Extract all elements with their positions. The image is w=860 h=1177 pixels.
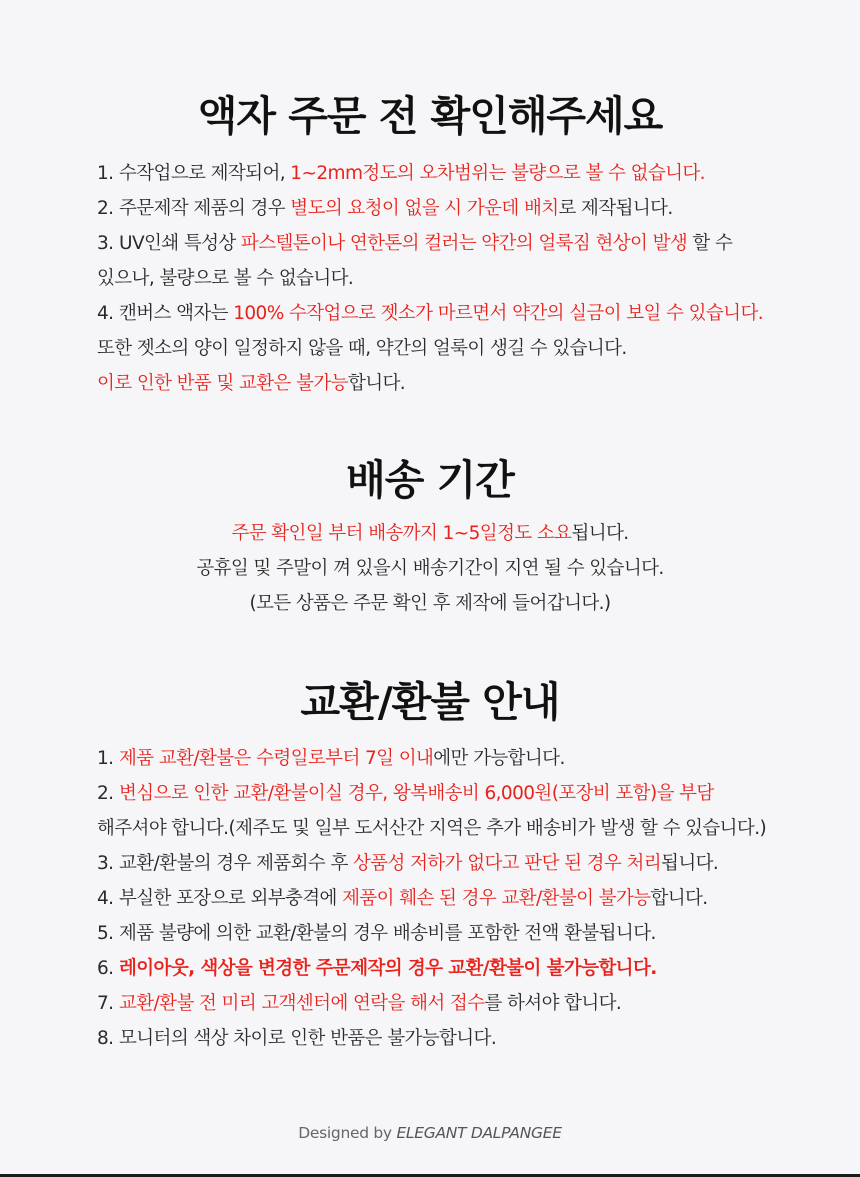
delivery-info: [0, 516, 860, 621]
list-item: 1. 수작업으로 제작되어, 1~2mm정도의 오차범위는 불량으로 볼 수 없습니다.: [97, 163, 705, 184]
list-item-continuation: 이로 인한 반품 및 교환은 불가능합니다.: [97, 373, 406, 394]
list-item-continuation: 또한 젯소의 양이 일정하지 않을 때, 약간의 얼룩이 생길 수 있습니다.: [97, 338, 627, 359]
list-item: 6. 레이아웃, 색상을 변경한 주문제작의 경우 교환/환불이 불가능합니다.: [97, 958, 657, 979]
list-item-continuation: 있으나, 불량으로 볼 수 없습니다.: [97, 268, 354, 289]
list-item: 4. 캔버스 액자는 100% 수작업으로 젯소가 마르면서 약간의 실금이 보일 수 있습니다.: [97, 303, 763, 324]
list-item: 4. 부실한 포장으로 외부충격에 제품이 훼손 된 경우 교환/환불이 불가능합니다.: [97, 888, 708, 909]
list-item: 7. 교환/환불 전 미리 고객센터에 연락을 해서 접수를 하셔야 합니다.: [97, 993, 622, 1014]
exchange-title: 교환/환불 안내: [300, 678, 560, 726]
frame-check-list: [97, 156, 763, 401]
list-item-continuation: 해주셔야 합니다.(제주도 및 일부 도서산간 지역은 추가 배송비가 발생 할 수 있습니다.): [97, 818, 767, 839]
delivery-line: 공휴일 및 주말이 껴 있을시 배송기간이 지연 될 수 있습니다.: [196, 558, 664, 579]
list-item: 2. 주문제작 제품의 경우 별도의 요청이 없을 시 가운데 배치로 제작됩니다.: [97, 198, 673, 219]
footer-brand: ELEGANT DALPANGEE: [396, 1124, 562, 1142]
footer-prefix: Designed by: [298, 1124, 397, 1142]
list-item: 1. 제품 교환/환불은 수령일로부터 7일 이내에만 가능합니다.: [97, 748, 565, 769]
list-item: 8. 모니터의 색상 차이로 인한 반품은 불가능합니다.: [97, 1028, 497, 1049]
exchange-list: [97, 741, 766, 1056]
list-item: 3. 교환/환불의 경우 제품회수 후 상품성 저하가 없다고 판단 된 경우 처리됩니다.: [97, 853, 719, 874]
delivery-title: 배송 기간: [346, 456, 514, 504]
delivery-line: 주문 확인일 부터 배송까지 1~5일정도 소요됩니다.: [231, 523, 629, 544]
delivery-line: (모든 상품은 주문 확인 후 제작에 들어갑니다.): [249, 593, 611, 614]
list-item: 3. UV인쇄 특성상 파스텔톤이나 연한톤의 컬러는 약간의 얼룩짐 현상이 발생 할 수: [97, 233, 733, 254]
frame-check-title: 액자 주문 전 확인해주세요: [197, 92, 663, 140]
list-item: 5. 제품 불량에 의한 교환/환불의 경우 배송비를 포함한 전액 환불됩니다.: [97, 923, 656, 944]
list-item: 2. 변심으로 인한 교환/환불이실 경우, 왕복배송비 6,000원(포장비 포함)을 부담: [97, 783, 714, 804]
footer-credit: [0, 1124, 860, 1142]
